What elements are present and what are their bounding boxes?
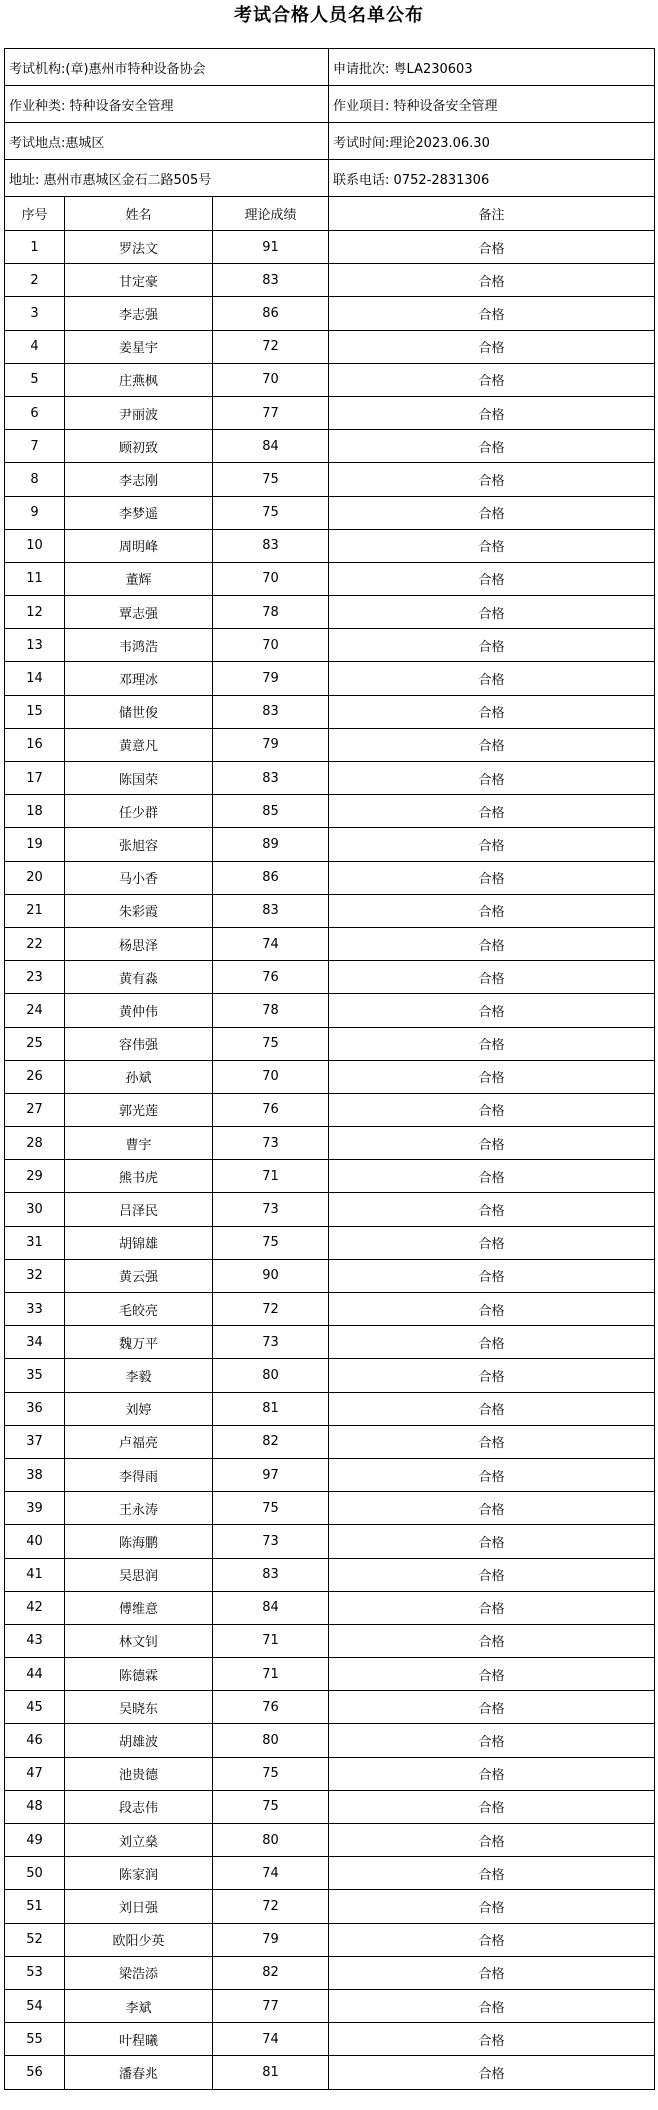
row-remark: 合格 — [329, 1757, 655, 1790]
row-name: 熊书虎 — [65, 1160, 213, 1193]
row-remark: 合格 — [329, 1392, 655, 1425]
row-index: 42 — [5, 1591, 65, 1624]
table-row — [5, 1259, 655, 1292]
row-score: 91 — [213, 231, 329, 264]
row-name: 池贵德 — [65, 1757, 213, 1790]
row-remark: 合格 — [329, 1890, 655, 1923]
row-remark: 合格 — [329, 1060, 655, 1093]
table-row — [5, 1392, 655, 1425]
table-row — [5, 1956, 655, 1989]
row-remark: 合格 — [329, 1127, 655, 1160]
row-remark: 合格 — [329, 1956, 655, 1989]
row-score: 82 — [213, 1425, 329, 1458]
row-score: 78 — [213, 596, 329, 629]
row-remark: 合格 — [329, 828, 655, 861]
row-remark: 合格 — [329, 1790, 655, 1823]
row-index: 48 — [5, 1790, 65, 1823]
row-remark: 合格 — [329, 562, 655, 595]
row-name: 韦鸿浩 — [65, 629, 213, 662]
table-row — [5, 264, 655, 297]
table-row — [5, 1658, 655, 1691]
row-score: 83 — [213, 529, 329, 562]
row-name: 黄有淼 — [65, 961, 213, 994]
row-index: 45 — [5, 1691, 65, 1724]
row-remark: 合格 — [329, 1193, 655, 1226]
row-name: 叶程曦 — [65, 2023, 213, 2056]
contact-phone: 联系电话: 0752-2831306 — [329, 160, 655, 197]
row-index: 39 — [5, 1492, 65, 1525]
header-index: 序号 — [5, 197, 65, 231]
row-remark: 合格 — [329, 496, 655, 529]
row-score: 73 — [213, 1127, 329, 1160]
row-remark: 合格 — [329, 1093, 655, 1126]
row-index: 7 — [5, 430, 65, 463]
row-name: 李志刚 — [65, 463, 213, 496]
row-remark: 合格 — [329, 994, 655, 1027]
row-score: 75 — [213, 1027, 329, 1060]
row-index: 5 — [5, 363, 65, 396]
row-remark: 合格 — [329, 1724, 655, 1757]
row-score: 83 — [213, 894, 329, 927]
table-row — [5, 1857, 655, 1890]
table-row — [5, 1160, 655, 1193]
row-name: 胡雄波 — [65, 1724, 213, 1757]
row-name: 王永涛 — [65, 1492, 213, 1525]
row-name: 魏万平 — [65, 1326, 213, 1359]
row-remark: 合格 — [329, 330, 655, 363]
row-score: 80 — [213, 1359, 329, 1392]
row-name: 邓理冰 — [65, 662, 213, 695]
row-remark: 合格 — [329, 894, 655, 927]
row-score: 72 — [213, 330, 329, 363]
row-name: 吴晓东 — [65, 1691, 213, 1724]
table-row — [5, 430, 655, 463]
row-name: 吕泽民 — [65, 1193, 213, 1226]
row-score: 81 — [213, 2056, 329, 2089]
row-score: 84 — [213, 1591, 329, 1624]
row-index: 24 — [5, 994, 65, 1027]
row-index: 2 — [5, 264, 65, 297]
results-table — [4, 48, 655, 2090]
row-score: 83 — [213, 264, 329, 297]
row-score: 74 — [213, 2023, 329, 2056]
row-score: 82 — [213, 1956, 329, 1989]
info-row — [5, 86, 655, 123]
row-index: 50 — [5, 1857, 65, 1890]
row-index: 1 — [5, 231, 65, 264]
row-index: 55 — [5, 2023, 65, 2056]
table-row — [5, 2023, 655, 2056]
row-remark: 合格 — [329, 629, 655, 662]
row-index: 38 — [5, 1458, 65, 1491]
row-remark: 合格 — [329, 297, 655, 330]
row-score: 70 — [213, 1060, 329, 1093]
row-remark: 合格 — [329, 695, 655, 728]
table-row — [5, 529, 655, 562]
row-index: 3 — [5, 297, 65, 330]
row-index: 40 — [5, 1525, 65, 1558]
row-name: 黄仲伟 — [65, 994, 213, 1027]
row-index: 52 — [5, 1923, 65, 1956]
row-index: 32 — [5, 1259, 65, 1292]
row-name: 庄燕枫 — [65, 363, 213, 396]
row-score: 70 — [213, 629, 329, 662]
row-remark: 合格 — [329, 1525, 655, 1558]
row-name: 储世俊 — [65, 695, 213, 728]
row-name: 董辉 — [65, 562, 213, 595]
row-remark: 合格 — [329, 1259, 655, 1292]
table-row — [5, 1425, 655, 1458]
row-name: 任少群 — [65, 795, 213, 828]
row-name: 周明峰 — [65, 529, 213, 562]
row-score: 86 — [213, 297, 329, 330]
row-score: 90 — [213, 1259, 329, 1292]
row-score: 78 — [213, 994, 329, 1027]
table-row — [5, 1359, 655, 1392]
row-score: 72 — [213, 1890, 329, 1923]
row-remark: 合格 — [329, 2023, 655, 2056]
row-name: 曹宇 — [65, 1127, 213, 1160]
row-name: 张旭容 — [65, 828, 213, 861]
row-remark: 合格 — [329, 1458, 655, 1491]
header-score: 理论成绩 — [213, 197, 329, 231]
header-remark: 备注 — [329, 197, 655, 231]
row-index: 27 — [5, 1093, 65, 1126]
row-name: 甘定豪 — [65, 264, 213, 297]
row-remark: 合格 — [329, 363, 655, 396]
table-header — [5, 197, 655, 231]
row-index: 56 — [5, 2056, 65, 2089]
row-remark: 合格 — [329, 1624, 655, 1657]
row-score: 76 — [213, 961, 329, 994]
table-row — [5, 1824, 655, 1857]
row-score: 83 — [213, 1558, 329, 1591]
row-name: 陈国荣 — [65, 762, 213, 795]
row-score: 83 — [213, 695, 329, 728]
table-row — [5, 1790, 655, 1823]
row-remark: 合格 — [329, 1293, 655, 1326]
exam-time: 考试时间:理论2023.06.30 — [329, 123, 655, 160]
row-index: 22 — [5, 927, 65, 960]
row-score: 80 — [213, 1824, 329, 1857]
table-row — [5, 1293, 655, 1326]
row-index: 13 — [5, 629, 65, 662]
row-score: 75 — [213, 1757, 329, 1790]
work-project: 作业项目: 特种设备安全管理 — [329, 86, 655, 123]
row-remark: 合格 — [329, 596, 655, 629]
row-score: 75 — [213, 496, 329, 529]
table-row — [5, 330, 655, 363]
row-remark: 合格 — [329, 762, 655, 795]
table-row — [5, 297, 655, 330]
row-remark: 合格 — [329, 1326, 655, 1359]
row-score: 86 — [213, 861, 329, 894]
row-remark: 合格 — [329, 728, 655, 761]
table-row — [5, 1624, 655, 1657]
exam-location: 考试地点:惠城区 — [5, 123, 329, 160]
row-name: 刘立燊 — [65, 1824, 213, 1857]
header-name: 姓名 — [65, 197, 213, 231]
table-row — [5, 828, 655, 861]
table-row — [5, 1060, 655, 1093]
row-remark: 合格 — [329, 264, 655, 297]
info-row — [5, 49, 655, 86]
row-index: 9 — [5, 496, 65, 529]
row-score: 75 — [213, 1790, 329, 1823]
row-name: 容伟强 — [65, 1027, 213, 1060]
row-score: 76 — [213, 1093, 329, 1126]
row-remark: 合格 — [329, 463, 655, 496]
row-index: 28 — [5, 1127, 65, 1160]
table-row — [5, 1558, 655, 1591]
row-name: 李斌 — [65, 1989, 213, 2022]
row-name: 李得雨 — [65, 1458, 213, 1491]
row-index: 15 — [5, 695, 65, 728]
row-index: 12 — [5, 596, 65, 629]
row-score: 71 — [213, 1658, 329, 1691]
table-row — [5, 695, 655, 728]
row-score: 77 — [213, 1989, 329, 2022]
row-index: 21 — [5, 894, 65, 927]
row-remark: 合格 — [329, 1989, 655, 2022]
row-remark: 合格 — [329, 1226, 655, 1259]
table-row — [5, 762, 655, 795]
table-row — [5, 463, 655, 496]
row-index: 18 — [5, 795, 65, 828]
work-category: 作业种类: 特种设备安全管理 — [5, 86, 329, 123]
row-remark: 合格 — [329, 1492, 655, 1525]
row-index: 49 — [5, 1824, 65, 1857]
table-row — [5, 562, 655, 595]
row-name: 傅维意 — [65, 1591, 213, 1624]
row-index: 25 — [5, 1027, 65, 1060]
table-row — [5, 795, 655, 828]
row-index: 29 — [5, 1160, 65, 1193]
row-score: 76 — [213, 1691, 329, 1724]
row-score: 75 — [213, 1226, 329, 1259]
row-score: 79 — [213, 662, 329, 695]
row-name: 陈德霖 — [65, 1658, 213, 1691]
row-score: 73 — [213, 1525, 329, 1558]
row-index: 30 — [5, 1193, 65, 1226]
row-remark: 合格 — [329, 1591, 655, 1624]
row-index: 54 — [5, 1989, 65, 2022]
apply-batch: 申请批次: 粤LA230603 — [329, 49, 655, 86]
row-score: 89 — [213, 828, 329, 861]
table-row — [5, 629, 655, 662]
row-name: 李梦遥 — [65, 496, 213, 529]
row-index: 53 — [5, 1956, 65, 1989]
row-name: 刘日强 — [65, 1890, 213, 1923]
row-name: 陈家润 — [65, 1857, 213, 1890]
table-row — [5, 496, 655, 529]
row-score: 80 — [213, 1724, 329, 1757]
row-name: 段志伟 — [65, 1790, 213, 1823]
row-remark: 合格 — [329, 1923, 655, 1956]
row-name: 林文钊 — [65, 1624, 213, 1657]
table-row — [5, 662, 655, 695]
row-name: 姜星宇 — [65, 330, 213, 363]
table-row — [5, 1591, 655, 1624]
row-score: 85 — [213, 795, 329, 828]
row-index: 14 — [5, 662, 65, 695]
row-remark: 合格 — [329, 927, 655, 960]
table-row — [5, 728, 655, 761]
table-row — [5, 1093, 655, 1126]
table-row — [5, 1492, 655, 1525]
table-row — [5, 1724, 655, 1757]
row-score: 83 — [213, 762, 329, 795]
row-remark: 合格 — [329, 1359, 655, 1392]
row-index: 4 — [5, 330, 65, 363]
row-score: 70 — [213, 363, 329, 396]
row-remark: 合格 — [329, 1425, 655, 1458]
row-score: 74 — [213, 1857, 329, 1890]
row-name: 李志强 — [65, 297, 213, 330]
row-index: 37 — [5, 1425, 65, 1458]
row-name: 孙斌 — [65, 1060, 213, 1093]
row-remark: 合格 — [329, 1027, 655, 1060]
table-row — [5, 231, 655, 264]
row-index: 51 — [5, 1890, 65, 1923]
row-score: 70 — [213, 562, 329, 595]
row-remark: 合格 — [329, 2056, 655, 2089]
row-index: 31 — [5, 1226, 65, 1259]
page-title: 考试合格人员名单公布 — [234, 5, 424, 26]
row-index: 43 — [5, 1624, 65, 1657]
row-index: 17 — [5, 762, 65, 795]
row-index: 41 — [5, 1558, 65, 1591]
row-name: 胡锦雄 — [65, 1226, 213, 1259]
table-row — [5, 1691, 655, 1724]
row-remark: 合格 — [329, 1160, 655, 1193]
row-score: 79 — [213, 728, 329, 761]
row-name: 马小香 — [65, 861, 213, 894]
row-name: 吴思润 — [65, 1558, 213, 1591]
row-remark: 合格 — [329, 961, 655, 994]
table-row — [5, 396, 655, 429]
row-index: 35 — [5, 1359, 65, 1392]
row-name: 顾初致 — [65, 430, 213, 463]
row-remark: 合格 — [329, 795, 655, 828]
row-name: 杨思泽 — [65, 927, 213, 960]
row-name: 刘婷 — [65, 1392, 213, 1425]
table-row — [5, 2056, 655, 2089]
row-remark: 合格 — [329, 1558, 655, 1591]
row-index: 10 — [5, 529, 65, 562]
row-index: 23 — [5, 961, 65, 994]
row-score: 84 — [213, 430, 329, 463]
table-row — [5, 1326, 655, 1359]
row-index: 34 — [5, 1326, 65, 1359]
table-row — [5, 1027, 655, 1060]
row-remark: 合格 — [329, 1658, 655, 1691]
row-name: 罗法文 — [65, 231, 213, 264]
table-row — [5, 1989, 655, 2022]
row-index: 36 — [5, 1392, 65, 1425]
row-score: 77 — [213, 396, 329, 429]
table-row — [5, 1525, 655, 1558]
table-row — [5, 1890, 655, 1923]
row-index: 26 — [5, 1060, 65, 1093]
row-index: 20 — [5, 861, 65, 894]
row-score: 75 — [213, 1492, 329, 1525]
row-name: 尹丽波 — [65, 396, 213, 429]
address: 地址: 惠州市惠城区金石二路505号 — [5, 160, 329, 197]
row-name: 郭光莲 — [65, 1093, 213, 1126]
table-row — [5, 1127, 655, 1160]
row-index: 6 — [5, 396, 65, 429]
row-score: 75 — [213, 463, 329, 496]
row-index: 33 — [5, 1293, 65, 1326]
row-remark: 合格 — [329, 231, 655, 264]
row-remark: 合格 — [329, 529, 655, 562]
table-row — [5, 1458, 655, 1491]
row-index: 47 — [5, 1757, 65, 1790]
row-name: 毛皎亮 — [65, 1293, 213, 1326]
table-row — [5, 961, 655, 994]
row-name: 潘春兆 — [65, 2056, 213, 2089]
row-score: 79 — [213, 1923, 329, 1956]
row-remark: 合格 — [329, 396, 655, 429]
row-score: 73 — [213, 1193, 329, 1226]
row-score: 73 — [213, 1326, 329, 1359]
table-row — [5, 894, 655, 927]
row-name: 朱彩霞 — [65, 894, 213, 927]
row-index: 11 — [5, 562, 65, 595]
row-score: 81 — [213, 1392, 329, 1425]
row-score: 97 — [213, 1458, 329, 1491]
row-remark: 合格 — [329, 1691, 655, 1724]
row-index: 46 — [5, 1724, 65, 1757]
row-name: 黄意凡 — [65, 728, 213, 761]
row-name: 卢福亮 — [65, 1425, 213, 1458]
row-name: 李毅 — [65, 1359, 213, 1392]
table-row — [5, 1923, 655, 1956]
row-index: 19 — [5, 828, 65, 861]
table-row — [5, 994, 655, 1027]
row-remark: 合格 — [329, 1824, 655, 1857]
table-row — [5, 861, 655, 894]
row-remark: 合格 — [329, 1857, 655, 1890]
row-score: 71 — [213, 1624, 329, 1657]
info-row — [5, 123, 655, 160]
info-row — [5, 160, 655, 197]
table-row — [5, 596, 655, 629]
row-score: 74 — [213, 927, 329, 960]
row-index: 8 — [5, 463, 65, 496]
exam-org: 考试机构:(章)惠州市特种设备协会 — [5, 49, 329, 86]
row-name: 欧阳少英 — [65, 1923, 213, 1956]
row-index: 44 — [5, 1658, 65, 1691]
row-score: 72 — [213, 1293, 329, 1326]
row-remark: 合格 — [329, 662, 655, 695]
row-remark: 合格 — [329, 430, 655, 463]
table-row — [5, 1193, 655, 1226]
row-name: 梁浩添 — [65, 1956, 213, 1989]
row-name: 覃志强 — [65, 596, 213, 629]
table-row — [5, 1757, 655, 1790]
row-remark: 合格 — [329, 861, 655, 894]
row-index: 16 — [5, 728, 65, 761]
row-name: 陈海鹏 — [65, 1525, 213, 1558]
table-row — [5, 363, 655, 396]
table-row — [5, 927, 655, 960]
table-row — [5, 1226, 655, 1259]
row-score: 71 — [213, 1160, 329, 1193]
row-name: 黄云强 — [65, 1259, 213, 1292]
